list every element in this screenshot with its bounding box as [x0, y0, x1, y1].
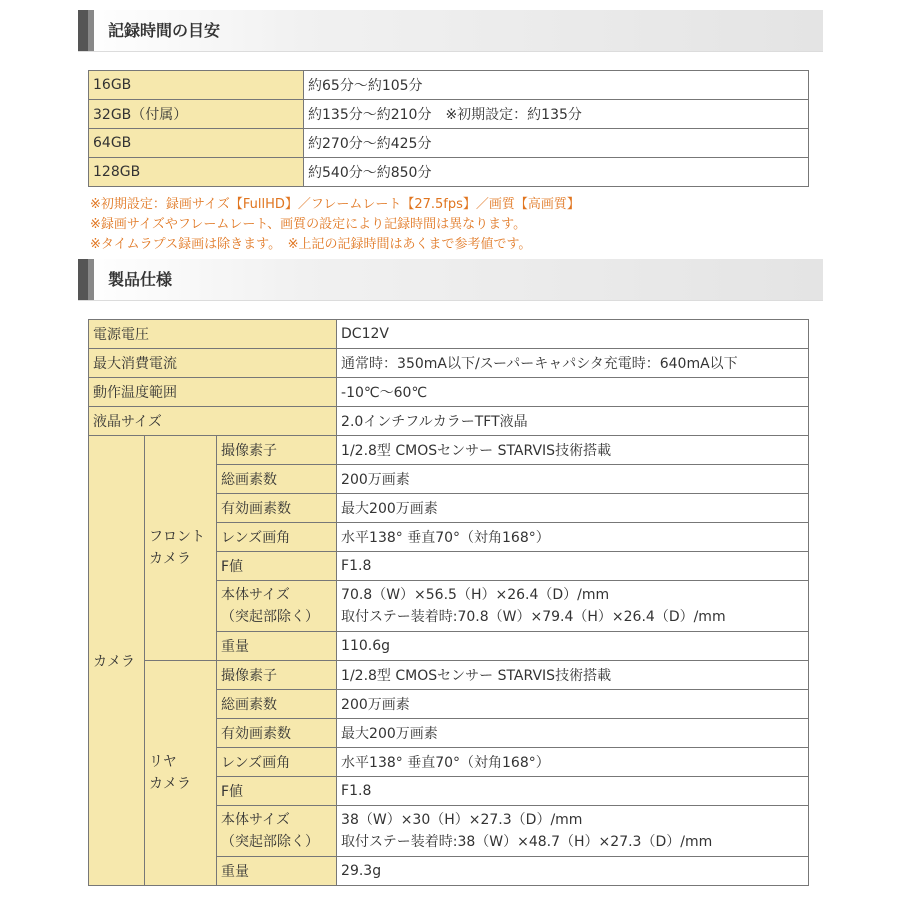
- spec-label: 動作温度範囲: [89, 378, 337, 407]
- spec-value: 200万画素: [337, 465, 809, 494]
- recording-time-value: 約135分〜約210分 ※初期設定：約135分: [304, 100, 809, 129]
- spec-label: レンズ画角: [217, 523, 337, 552]
- section-title: 記録時間の目安: [108, 21, 221, 40]
- spec-value: 110.6g: [337, 632, 809, 661]
- spec-label: F値: [217, 777, 337, 806]
- front-camera-label: [145, 436, 217, 661]
- spec-value: 200万画素: [337, 690, 809, 719]
- table-row: [89, 661, 809, 690]
- spec-label: 撮像素子: [217, 436, 337, 465]
- capacity-label: 64GB: [89, 129, 304, 158]
- table-row: [89, 407, 809, 436]
- footnote: ※タイムラプス録画は除きます。 ※上記の記録時間はあくまで参考値です。: [90, 237, 532, 252]
- rear-camera-label-line2: カメラ: [149, 776, 191, 792]
- spec-label: 撮像素子: [217, 661, 337, 690]
- recording-time-value: 約270分〜約425分: [304, 129, 809, 158]
- spec-label: 総画素数: [217, 690, 337, 719]
- spec-label: F値: [217, 552, 337, 581]
- spec-value-line1: 70.8（W）×56.5（H）×26.4（D）/mm: [341, 587, 610, 603]
- spec-value: 1/2.8型 CMOSセンサー STARVIS技術搭載: [337, 661, 809, 690]
- spec-value-line1: 38（W）×30（H）×27.3（D）/mm: [341, 812, 583, 828]
- spec-label-line2: （突起部除く）: [221, 609, 319, 625]
- spec-value: DC12V: [337, 320, 809, 349]
- spec-value: [337, 806, 809, 857]
- camera-group-label: カメラ: [89, 436, 145, 886]
- footnote: ※録画サイズやフレームレート、画質の設定により記録時間は異なります。: [90, 217, 527, 232]
- spec-label: 最大消費電流: [89, 349, 337, 378]
- spec-label: 有効画素数: [217, 719, 337, 748]
- spec-value: 通常時：350mA以下/スーパーキャパシタ充電時：640mA以下: [337, 349, 809, 378]
- recording-time-value: 約540分〜約850分: [304, 158, 809, 187]
- spec-label: 有効画素数: [217, 494, 337, 523]
- spec-value-line2: 取付ステー装着時:70.8（W）×79.4（H）×26.4（D）/mm: [341, 609, 726, 625]
- rear-camera-label: [145, 661, 217, 886]
- table-row: [89, 158, 809, 187]
- table-row: [89, 129, 809, 158]
- footnote: ※初期設定：録画サイズ【FullHD】／フレームレート【27.5fps】／画質【高画質】: [90, 197, 580, 212]
- table-row: [89, 100, 809, 129]
- recording-time-table: [88, 70, 809, 187]
- section-header-specs: [78, 259, 823, 301]
- rear-camera-label-line1: リヤ: [149, 754, 177, 770]
- spec-label-line2: （突起部除く）: [221, 834, 319, 850]
- section-header-bar: [78, 259, 94, 300]
- spec-label: レンズ画角: [217, 748, 337, 777]
- table-row: [89, 71, 809, 100]
- spec-value: 水平138° 垂直70°（対角168°）: [337, 523, 809, 552]
- table-row: [89, 436, 809, 465]
- spec-value: [337, 581, 809, 632]
- table-row: [89, 349, 809, 378]
- spec-label: [217, 806, 337, 857]
- spec-label: 総画素数: [217, 465, 337, 494]
- spec-value: 1/2.8型 CMOSセンサー STARVIS技術搭載: [337, 436, 809, 465]
- capacity-label: 128GB: [89, 158, 304, 187]
- spec-value: F1.8: [337, 777, 809, 806]
- section-header-recording-time: [78, 10, 823, 52]
- spec-value: 最大200万画素: [337, 494, 809, 523]
- spec-label: 重量: [217, 857, 337, 886]
- spec-label-line1: 本体サイズ: [221, 587, 290, 603]
- spec-value: F1.8: [337, 552, 809, 581]
- spec-table: [88, 319, 809, 886]
- spec-value: -10℃〜60℃: [337, 378, 809, 407]
- spec-label: 重量: [217, 632, 337, 661]
- spec-value-line2: 取付ステー装着時:38（W）×48.7（H）×27.3（D）/mm: [341, 834, 713, 850]
- spec-label: 電源電圧: [89, 320, 337, 349]
- spec-value: 水平138° 垂直70°（対角168°）: [337, 748, 809, 777]
- capacity-label: 32GB（付属）: [89, 100, 304, 129]
- section-title: 製品仕様: [108, 270, 173, 289]
- spec-value: 最大200万画素: [337, 719, 809, 748]
- front-camera-label-line2: カメラ: [149, 551, 191, 567]
- section-header-bar: [78, 10, 94, 51]
- front-camera-label-line1: フロント: [149, 529, 205, 545]
- spec-label-line1: 本体サイズ: [221, 812, 290, 828]
- table-row: [89, 320, 809, 349]
- capacity-label: 16GB: [89, 71, 304, 100]
- spec-value: 29.3g: [337, 857, 809, 886]
- spec-value: 2.0インチフルカラーTFT液晶: [337, 407, 809, 436]
- spec-label: [217, 581, 337, 632]
- table-row: [89, 378, 809, 407]
- spec-label: 液晶サイズ: [89, 407, 337, 436]
- recording-time-value: 約65分〜約105分: [304, 71, 809, 100]
